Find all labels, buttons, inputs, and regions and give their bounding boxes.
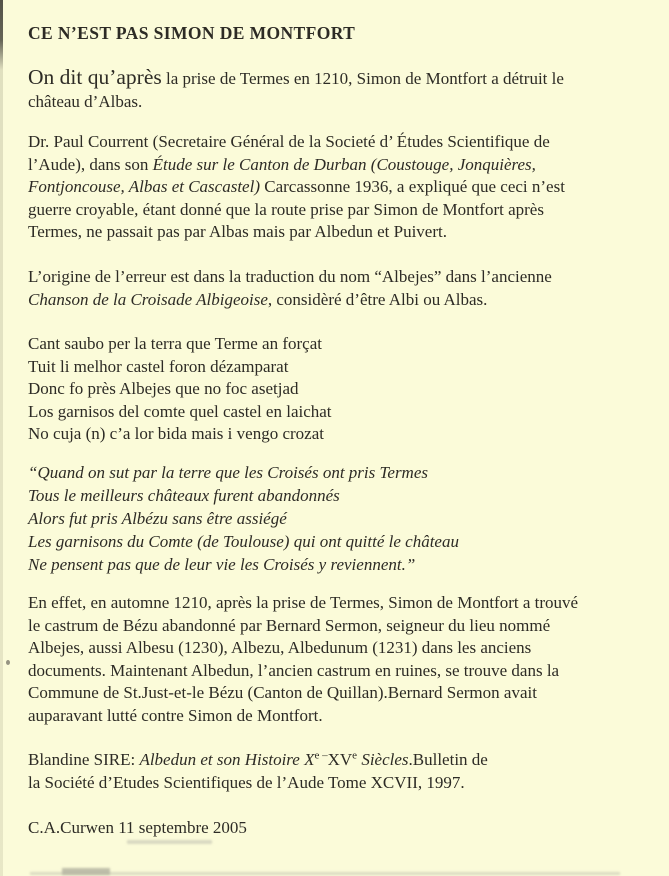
text-line: Commune de St.Just-et-le Bézu (Canton de Quillan).Bernard Sermon avait [28,683,537,702]
occitan-verse [28,333,332,446]
french-translation-verse [28,461,459,576]
citation-line: la Société d’Etudes Scientifiques de l’Aude Tome XCVII, 1997. [28,773,465,792]
verse-line: Les garnisons du Comte (de Toulouse) qui ont quitté le château [28,532,459,551]
book-title-segment: Chanson de la Croisade Albigeoise [28,289,268,309]
paragraph-courrent [28,131,565,244]
text-segment: Carcassonne 1936, a expliqué que ceci n’est [260,177,565,196]
text-segment: Blandine SIRE: [28,750,140,769]
text-line: Dr. Paul Courrent (Secretaire Général de la Societé d’ Études Scientifique de [28,132,550,151]
verse-line: Alors fut pris Albézu sans être assiégé [28,509,287,528]
citation [28,748,488,794]
superscript-segment: e [352,749,358,762]
verse-line: No cuja (n) c’a lor bida mais i vengo crozat [28,424,324,443]
scan-smudge-artifact [30,872,620,875]
text-line: Albejes, aussi Albesu (1230), Albezu, Albedunum (1231) dans les anciens [28,638,532,657]
scan-dot-artifact [6,660,10,665]
text-line [28,66,564,91]
text-line [28,289,552,312]
paragraph-origin-error [28,266,552,311]
text-line: auparavant lutté contre Simon de Montfort. [28,705,323,725]
intro-lead-text: On dit qu’après [28,65,162,89]
document-title: CE N’EST PAS SIMON DE MONTFORT [28,23,356,43]
text-line: L’origine de l’erreur est dans la traduction du nom “Albejes” dans l’ancienne [28,267,552,286]
text-segment: , considèré d’être Albi ou Albas. [267,289,488,309]
book-title-segment: Albedun et son Histoire X [139,750,315,769]
text-segment: XV [327,750,353,769]
text-line: documents. Maintenant Albedun, l’ancien castrum en ruines, se trouve dans la [28,660,560,680]
scan-edge-artifact [0,0,3,876]
text-line: château d’Albas. [28,91,143,111]
citation-line [28,748,488,771]
verse-line: Ne pensent pas que de leur vie les Croisés y reviennent.” [28,555,416,574]
signature-line: C.A.Curwen 11 septembre 2005 [28,818,247,837]
verse-line: Tous le meilleurs châteaux furent abandonnés [28,486,340,505]
verse-line: Tuit li melhor castel foron dézamparat [28,356,289,376]
verse-line: Los garnisos del comte quel castel en laichat [28,401,332,421]
text-line [28,176,565,199]
text-segment: .Bulletin de [408,750,488,769]
book-title-segment: Fontjoncouse, Albas et Cascastel) [28,177,260,196]
scan-smudge-artifact [127,840,212,844]
paragraph-intro [28,66,564,113]
verse-line: “Quand on sut par la terre que les Croisés ont pris Termes [28,463,428,482]
text-line: guerre croyable, étant donné que la route prise par Simon de Montfort après [28,199,544,219]
intro-line1-rest: la prise de Termes en 1210, Simon de Montfort a détruit le [161,69,564,88]
text-line: En effet, en automne 1210, après la prise de Termes, Simon de Montfort a trouvé [28,593,579,612]
verse-line: Cant saubo per la terra que Terme an forçat [28,334,322,353]
text-segment: l’Aude), dans son [28,154,153,174]
book-title-segment: Siècles [357,750,409,769]
text-line: Termes, ne passait pas par Albas mais par Albedun et Puivert. [28,222,447,241]
text-line: le castrum de Bézu abandonné par Bernard Sermon, seigneur du lieu nommé [28,615,551,635]
verse-line: Donc fo près Albejes que no foc asetjad [28,379,299,398]
book-title-segment: Étude sur le Canton de Durban (Coustouge, Jonquières, [152,154,536,174]
paragraph-en-effet [28,592,578,727]
superscript-segment: e – [314,749,328,762]
text-line [28,154,565,177]
